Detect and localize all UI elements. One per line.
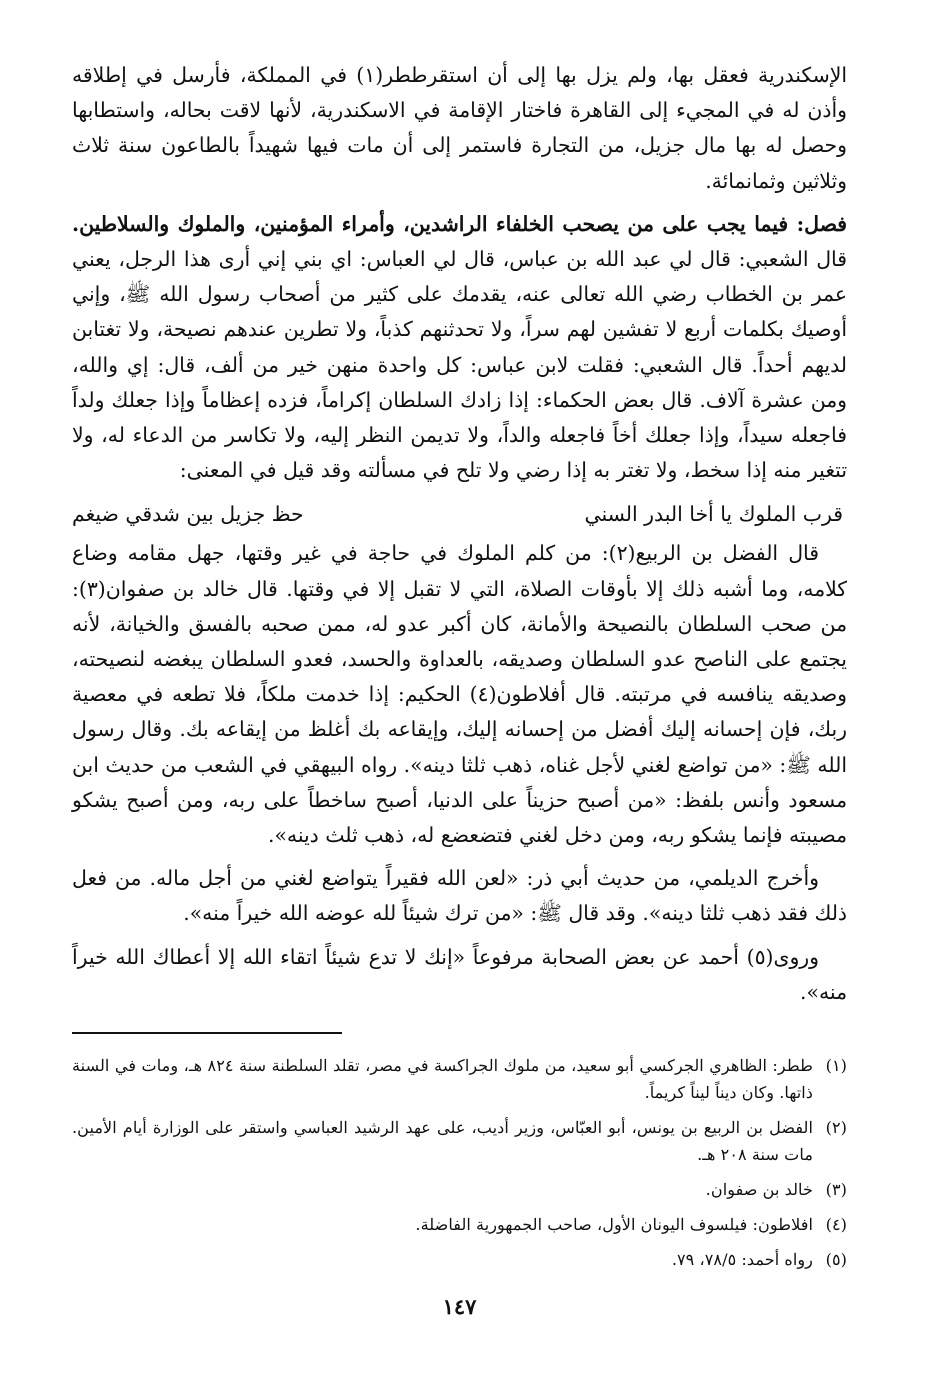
- footnote-text: ططر: الظاهري الجركسي أبو سعيد، من ملوك الجراكسة في مصر، تقلد السلطنة سنة ٨٢٤ هـ، ومات في السنة ذاتها. وكان ديناً ليناً كريماً.: [72, 1056, 813, 1103]
- text-run: (٤): [469, 682, 497, 707]
- footnote-item: [72, 1052, 847, 1106]
- chapter-heading: فصل: فيما يجب على من يصحب الخلفاء الراشدين، وأمراء المؤمنين، والملوك والسلاطين.: [72, 211, 847, 236]
- text-run: الإسكندرية فعقل بها، ولم يزل بها إلى أن استقرططر: [383, 63, 847, 87]
- footnote-item: [72, 1176, 847, 1203]
- verse-first-hemistich: قرب الملوك يا أخا البدر السني: [584, 502, 843, 527]
- paragraph-chapter-companionship: [72, 207, 847, 489]
- text-run: (٥): [746, 944, 774, 969]
- paragraph-ottoman-story: [72, 58, 847, 199]
- footnote-text: افلاطون: فيلسوف اليونان الأول، صاحب الجمهورية الفاضلة.: [415, 1215, 813, 1235]
- text-run: أحمد عن بعض الصحابة مرفوعاً «إنك لا تدع شيئاً اتقاء الله إلا أعطاك الله خيراً منه».: [72, 944, 847, 1004]
- footnote-item: [72, 1246, 847, 1273]
- text-run: (٣): [78, 576, 106, 601]
- text-run: : من كلم الملوك في حاجة في غير وقتها، جهل مقامه وضاع كلامه، وما أشبه ذلك إلا بأوقات الصلاة، التي لا تقبل إلا في وقتها. قال خالد بن صفوان: [72, 541, 847, 601]
- text-run: (١): [356, 63, 384, 87]
- footnotes: [72, 1052, 847, 1273]
- book-page: [72, 58, 847, 1358]
- footnote-item: [72, 1211, 847, 1238]
- poetry-verse: [72, 496, 847, 532]
- paragraph-ahmad-hadith: [72, 940, 847, 1010]
- footnote-number: (٢): [825, 1118, 847, 1138]
- page-number: ١٤٧: [442, 1294, 477, 1319]
- verse-second-hemistich: حظ جزيل بين شدقي ضيغم: [72, 502, 304, 527]
- text-run: في المملكة، فأرسل في إطلاقه وأذن له في المجيء إلى القاهرة فاختار الإقامة في الاسكندرية، لأنها لاقت بحاله، واستطابها وحصل له بها مال جزيل، من التجارة فاستمر إلى أن مات فيها شهيداً بالطاعون سنة ثلاث وثلاثين وثمانمائة.: [72, 63, 847, 193]
- footnote-text: الفضل بن الربيع بن يونس، أبو العبّاس، وزير أديب، على عهد الرشيد العباسي واستقر على الوزارة أيام الأمين. مات سنة ٢٠٨ هـ.: [72, 1118, 813, 1165]
- text-run: قال الشعبي: قال لي عبد الله بن عباس، قال لي العباس: اي بني إني أرى هذا الرجل، يعني عمر بن الخطاب رضي الله تعالى عنه، يقدمك على كثير من أصحاب رسول الله ﷺ، وإني أوصيك بكلمات أربع لا تفشين لهم سراً، ولا تحدثنهم كذباً، ولا تطرين عندهم نصيحة، ولا تغتابن لديهم أحداً. قال الشعبي: فقلت لابن عباس: كل واحدة منهن خير من ألف، قال: إي والله، ومن عشرة آلاف. قال بعض الحكماء: إذا زادك السلطان إكراماً، فزده إعظاماً وإذا جعلك ولداً فاجعله سيداً، وإذا جعلك أخاً فاجعله والداً، ولا تديمن النظر إليه، ولا تكاسر من الدعاء له، ولا تتغير منه إذا سخط، ولا تغتر به إذا رضي ولا تلح في مسألته وقد قيل في المعنى:: [72, 247, 847, 483]
- footnote-number: (٣): [825, 1180, 847, 1200]
- footnote-number: (٤): [825, 1215, 847, 1235]
- text-run: قال الفضل بن الربيع: [635, 541, 819, 566]
- text-run: الحكيم: إذا خدمت ملكاً، فلا تطعه في معصية ربك، فإن إحسانه إليك أفضل من إحسانه إليك، وإيقاعه بك أغلظ من إيقاعه بك. وقال رسول الله ﷺ: «من تواضع لغني لأجل غناه، ذهب ثلثا دينه». رواه البيهقي في الشعب من حديث ابن مسعود وأنس بلفظ: «من أصبح حزيناً على الدنيا، أصبح ساخطاً على ربه، ومن أصبح يشكو مصيبته فإنما يشكو ربه، ومن دخل لغني فتضعضع له، ذهب ثلث دينه».: [72, 682, 847, 848]
- footnote-text: رواه أحمد: ٧٨/٥، ٧٩.: [671, 1250, 813, 1270]
- footnote-divider: [72, 1032, 342, 1034]
- text-run: : من صحب السلطان بالنصيحة والأمانة، كان أكبر عدو له، ممن صحبه بالفسق والخيانة، لأنه يجتمع على الناصح عدو السلطان وصديقه، بالعداوة والحسد، فعدو السلطان يبغضه لنصيحته، وصديقه ينافسه في مرتبته. قال أفلاطون: [72, 576, 847, 707]
- text-run: وروى: [773, 944, 819, 969]
- text-run: (٢): [608, 541, 636, 566]
- footnote-number: (٥): [825, 1250, 847, 1270]
- paragraph-fadl-ibn-rabi: [72, 536, 847, 853]
- text-run: وأخرج الديلمي، من حديث أبي ذر: «لعن الله فقيراً يتواضع لغني من أجل ماله. من فعل ذلك فقد ذهب ثلثا دينه». وقد قال ﷺ: «من ترك شيئاً لله عوضه الله خيراً منه».: [72, 866, 847, 926]
- footnote-text: خالد بن صفوان.: [705, 1180, 813, 1200]
- footnote-number: (١): [825, 1056, 847, 1076]
- paragraph-daylami-hadith: [72, 861, 847, 931]
- footnote-item: [72, 1114, 847, 1168]
- main-text: [72, 58, 847, 1010]
